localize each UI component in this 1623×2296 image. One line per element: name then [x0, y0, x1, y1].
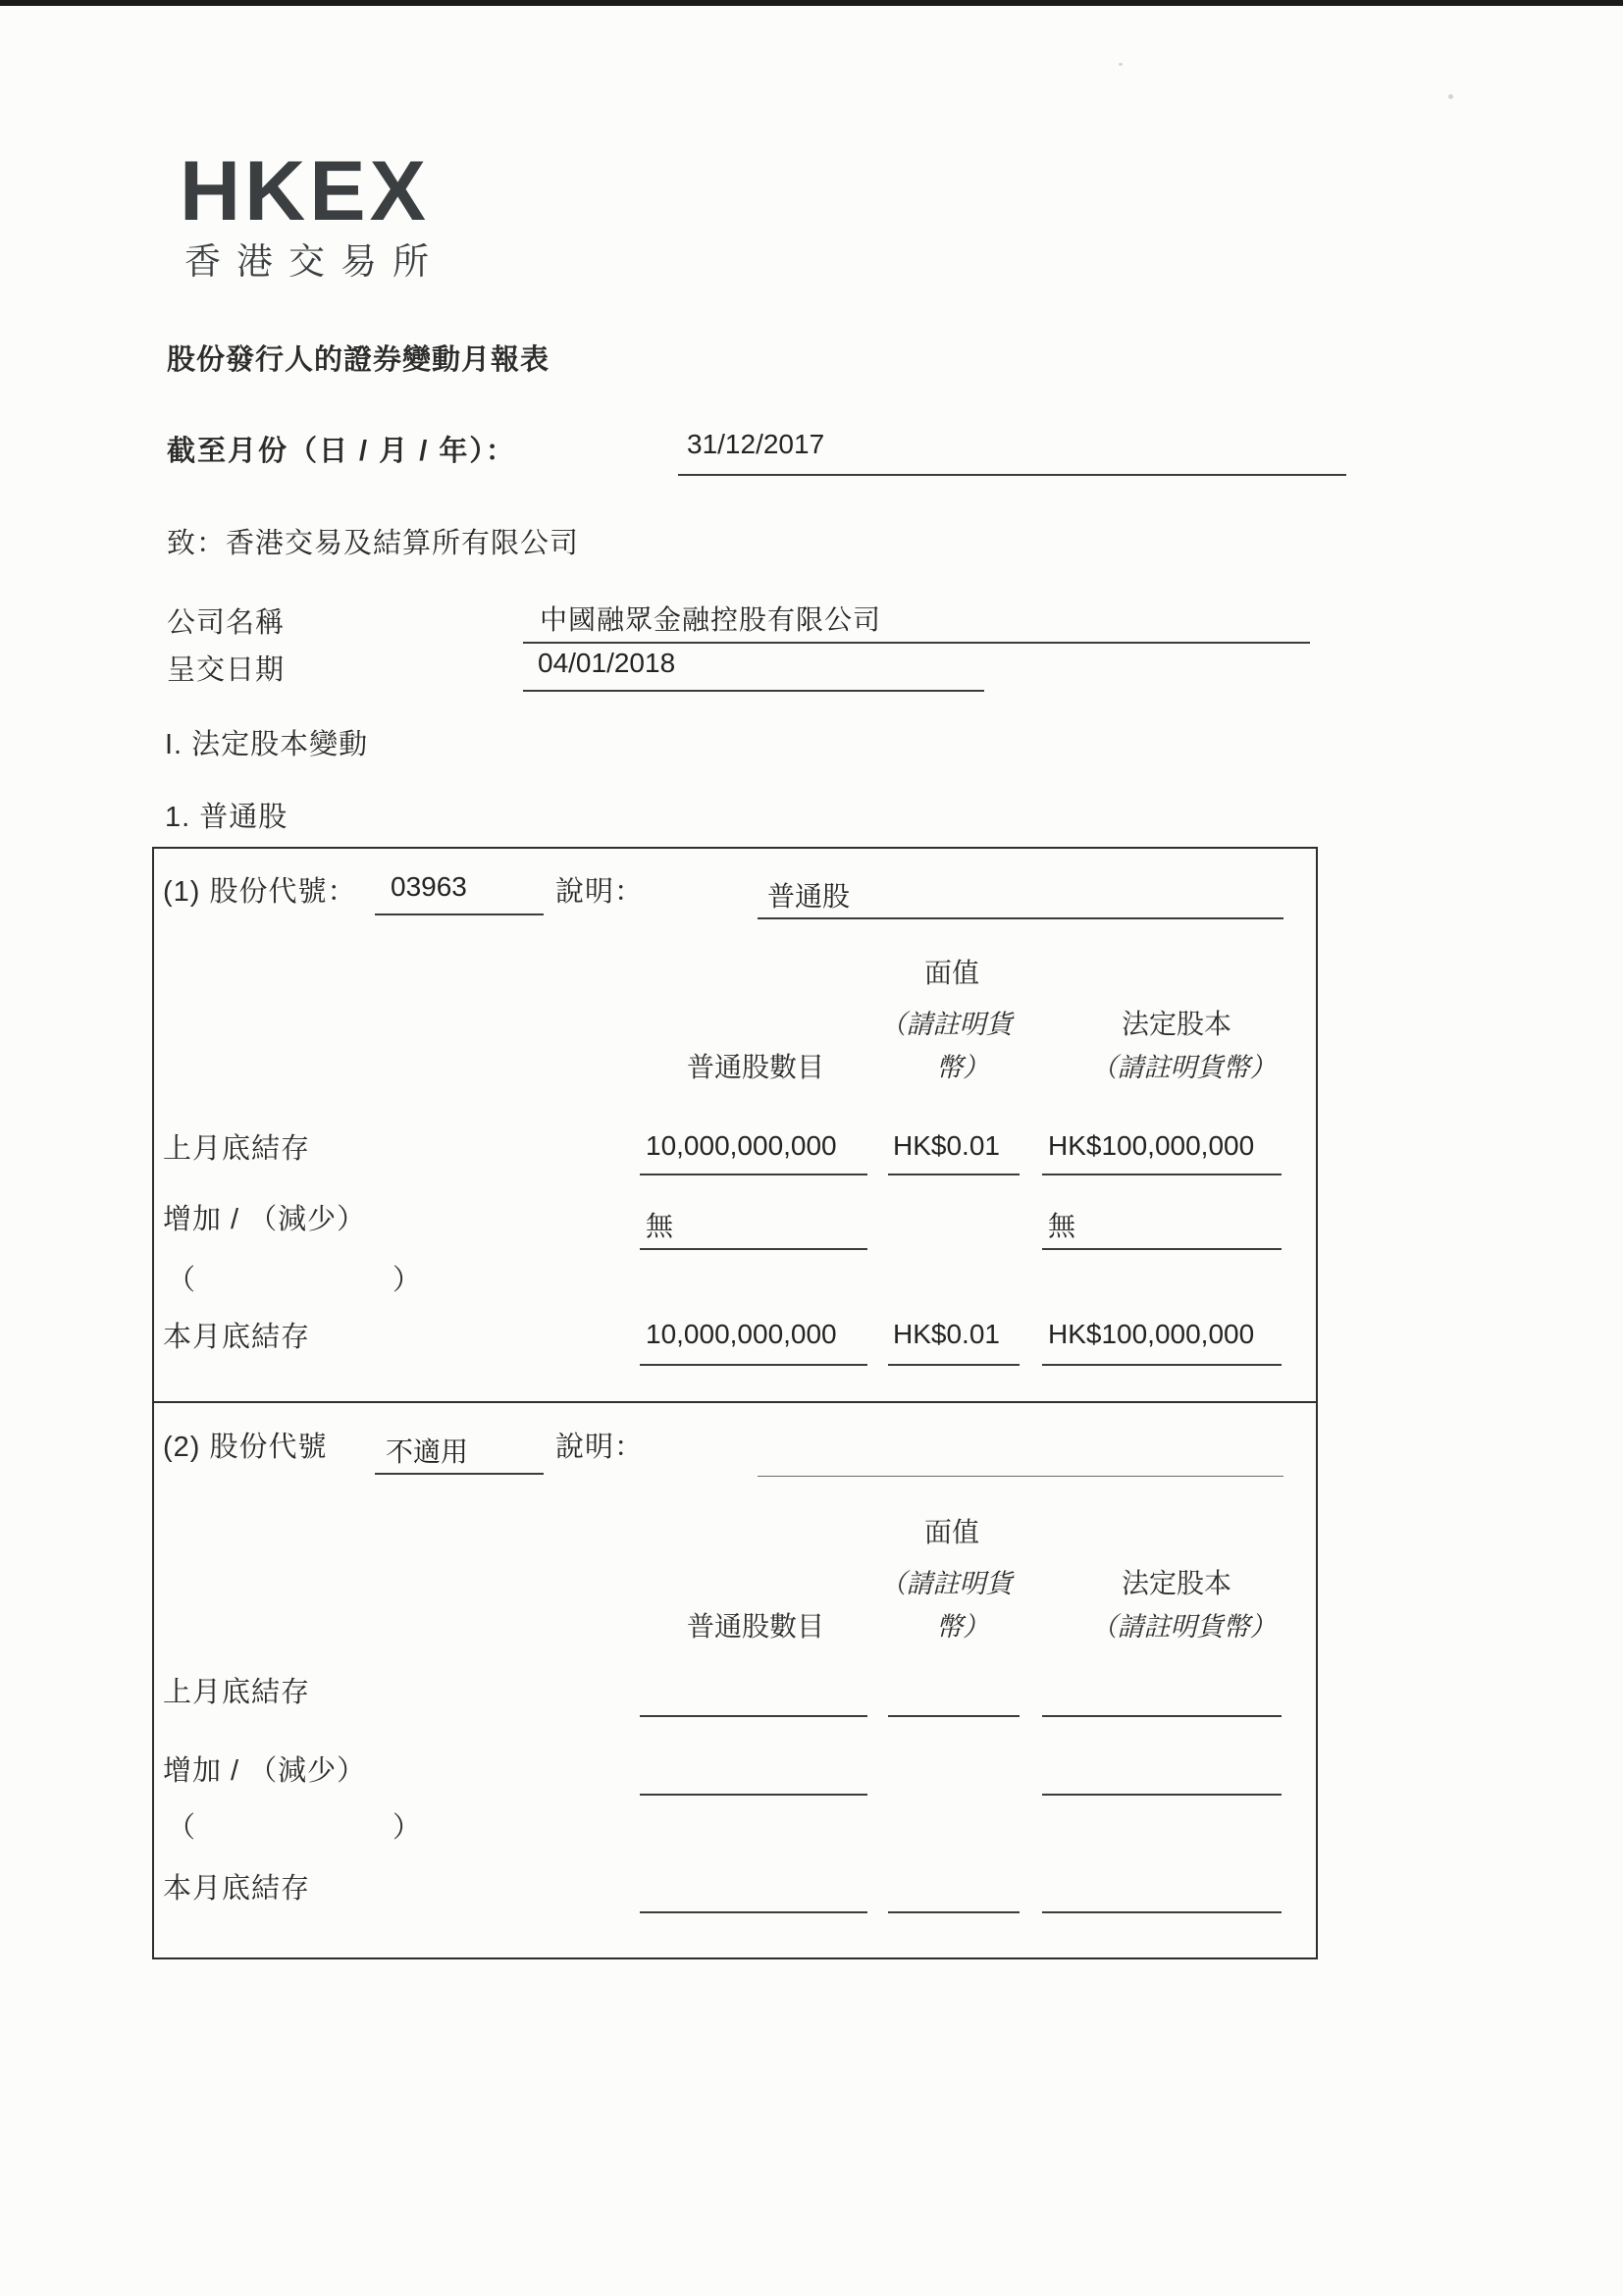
block1-stock-code-underline — [375, 913, 544, 915]
block2-prev-shares-underline — [640, 1715, 867, 1717]
block2-par-value-header-line3: 幣） — [936, 1612, 989, 1642]
addressee-line: 致：香港交易及結算所有限公司 — [167, 528, 580, 559]
hkex-logo: HKEX — [180, 144, 430, 238]
block2-curr-balance-label: 本月底結存 — [163, 1873, 311, 1905]
block2-curr-capital-underline — [1042, 1911, 1282, 1913]
block1-change-capital-underline — [1042, 1248, 1282, 1250]
company-name-underline — [523, 642, 1310, 644]
block2-curr-par-underline — [888, 1911, 1020, 1913]
block1-prev-shares-value: 10,000,000,000 — [646, 1130, 837, 1161]
submission-date-value: 04/01/2018 — [538, 648, 676, 678]
block2-description-underline — [758, 1476, 1283, 1477]
company-name-value: 中國融眾金融控股有限公司 — [540, 604, 882, 635]
period-label: 截至月份（日 / 月 / 年）： — [167, 436, 516, 467]
block1-prev-shares-underline — [640, 1174, 867, 1175]
block1-number-of-shares-header: 普通股數目 — [686, 1052, 825, 1082]
table-section-divider — [152, 1401, 1316, 1403]
block1-description-label: 說明： — [555, 876, 645, 908]
block1-description-value: 普通股 — [767, 881, 851, 912]
submission-date-label: 呈交日期 — [167, 654, 286, 686]
block1-par-value-header-line3: 幣） — [936, 1053, 989, 1082]
block2-description-label: 說明： — [555, 1432, 645, 1463]
block2-prev-par-underline — [888, 1715, 1020, 1717]
block2-authorised-capital-header-line2: （請註明貨幣） — [1090, 1612, 1277, 1642]
section-1-heading: 1. 普通股 — [165, 802, 288, 833]
block1-prev-par-underline — [888, 1174, 1020, 1175]
block1-paren-open: （ — [167, 1265, 197, 1296]
block1-change-shares-value: 無 — [646, 1211, 674, 1241]
block2-change-label: 增加 / （減少） — [163, 1755, 367, 1787]
form-title: 股份發行人的證券變動月報表 — [167, 344, 550, 376]
block2-stock-code-underline — [375, 1473, 544, 1475]
block1-curr-par-underline — [888, 1364, 1020, 1366]
block2-paren-close: ） — [393, 1812, 423, 1844]
company-name-label: 公司名稱 — [167, 607, 286, 639]
scan-speckle — [1119, 63, 1123, 66]
block2-change-capital-underline — [1042, 1794, 1282, 1796]
block2-par-value-header-line2: （請註明貨 — [879, 1569, 1013, 1598]
block2-prev-balance-label: 上月底結存 — [163, 1677, 311, 1708]
block1-authorised-capital-header-line2: （請註明貨幣） — [1090, 1053, 1277, 1082]
block1-change-capital-value: 無 — [1048, 1211, 1076, 1241]
block1-par-value-header-line1: 面值 — [923, 958, 980, 988]
block2-change-shares-underline — [640, 1794, 867, 1796]
scan-top-edge — [0, 0, 1623, 6]
block1-curr-shares-underline — [640, 1364, 867, 1366]
block2-authorised-capital-header-line1: 法定股本 — [1121, 1568, 1232, 1598]
block1-curr-balance-label: 本月底結存 — [163, 1322, 311, 1353]
scan-speckle — [1448, 94, 1453, 99]
block1-curr-capital-underline — [1042, 1364, 1282, 1366]
block2-stock-code-value: 不適用 — [386, 1436, 469, 1467]
block2-curr-shares-underline — [640, 1911, 867, 1913]
period-value: 31/12/2017 — [687, 429, 825, 459]
block1-curr-capital-value: HK$100,000,000 — [1048, 1319, 1255, 1349]
block1-prev-capital-underline — [1042, 1174, 1282, 1175]
block1-par-value-header-line2: （請註明貨 — [879, 1010, 1013, 1039]
submission-date-underline — [523, 690, 984, 692]
block1-prev-capital-value: HK$100,000,000 — [1048, 1130, 1255, 1161]
block1-curr-shares-value: 10,000,000,000 — [646, 1319, 837, 1349]
block1-change-shares-underline — [640, 1248, 867, 1250]
block2-number-of-shares-header: 普通股數目 — [686, 1611, 825, 1642]
block1-prev-par-value: HK$0.01 — [893, 1130, 1000, 1161]
block1-authorised-capital-header-line1: 法定股本 — [1121, 1009, 1232, 1039]
block1-stock-code-value: 03963 — [391, 871, 467, 902]
period-underline — [678, 474, 1346, 476]
section-i-heading: I. 法定股本變動 — [165, 729, 369, 760]
block2-prev-capital-underline — [1042, 1715, 1282, 1717]
block1-change-label: 增加 / （減少） — [163, 1204, 367, 1235]
block2-paren-open: （ — [167, 1812, 197, 1844]
hkex-logo-chinese: 香港交易所 — [184, 241, 445, 282]
block1-prev-balance-label: 上月底結存 — [163, 1133, 311, 1165]
block2-stock-code-label: (2) 股份代號 — [163, 1432, 328, 1463]
block1-paren-close: ） — [393, 1265, 423, 1296]
block1-description-underline — [758, 917, 1283, 919]
block1-curr-par-value: HK$0.01 — [893, 1319, 1000, 1349]
block1-stock-code-label: (1) 股份代號： — [163, 876, 357, 908]
block2-par-value-header-line1: 面值 — [923, 1517, 980, 1547]
